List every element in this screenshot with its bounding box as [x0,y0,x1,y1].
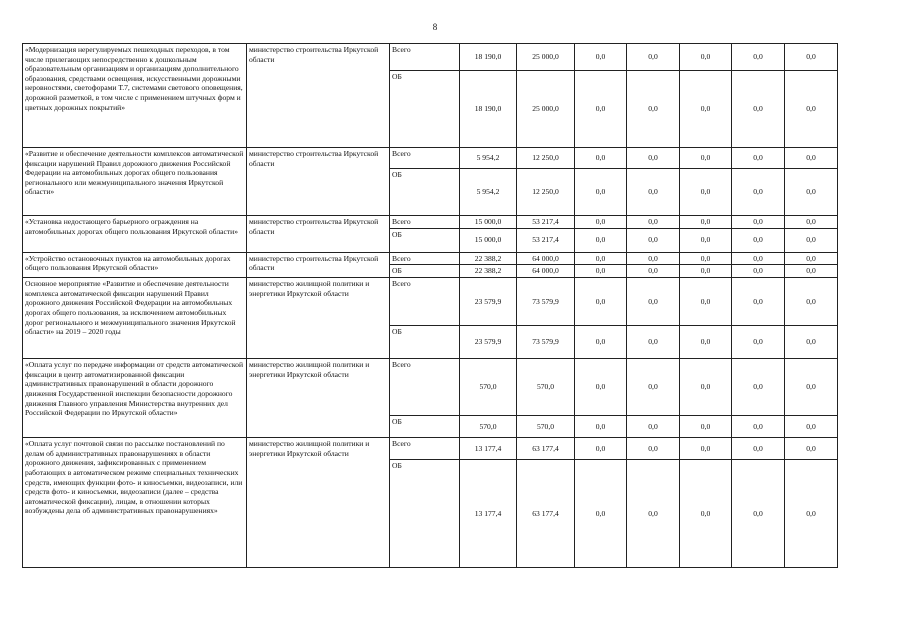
value-cell: 18 190,0 [460,71,517,148]
value-cell: 0,0 [785,265,838,278]
value-cell: 0,0 [627,460,680,568]
value-cell: 0,0 [785,460,838,568]
value-cell: 73 579,9 [517,326,575,359]
value-cell: 0,0 [785,71,838,148]
funding-source: Всего [390,278,460,326]
value-cell: 15 000,0 [460,228,517,252]
activity-description: «Оплата услуг почтовой связи по рассылке постановлений по делам об административных правонарушениях в области дорожного движения, зафиксированных с применением работающих в автоматическом режиме специальных технических средств, имеющих функции фото- и киносъемки, видеозаписи, или средств фото- и киносъемки, видеозаписи (далее – средства автоматической фиксации), лицам, в отношении которых возбуждены дела об административных правонарушениях» [23,438,247,568]
funding-source: Всего [390,359,460,416]
value-cell: 0,0 [785,169,838,216]
executor-cell: министерство строительства Иркутской области [247,148,390,216]
value-cell: 22 388,2 [460,265,517,278]
value-cell: 0,0 [732,326,785,359]
value-cell: 0,0 [575,71,627,148]
value-cell: 0,0 [575,265,627,278]
value-cell: 0,0 [785,216,838,229]
funding-source: ОБ [390,460,460,568]
executor-cell: министерство жилищной политики и энергетики Иркутской области [247,359,390,438]
value-cell: 0,0 [680,416,732,438]
executor-cell: министерство строительства Иркутской области [247,44,390,148]
value-cell: 0,0 [680,71,732,148]
value-cell: 0,0 [575,148,627,169]
value-cell: 0,0 [680,278,732,326]
activity-description: «Устройство остановочных пунктов на автомобильных дорогах общего пользования Иркутской области» [23,252,247,278]
value-cell: 12 250,0 [517,169,575,216]
value-cell: 0,0 [627,265,680,278]
value-cell: 570,0 [460,359,517,416]
value-cell: 0,0 [575,44,627,71]
value-cell: 0,0 [785,416,838,438]
value-cell: 0,0 [785,278,838,326]
funding-source: Всего [390,438,460,460]
value-cell: 64 000,0 [517,252,575,265]
value-cell: 0,0 [680,216,732,229]
value-cell: 0,0 [732,359,785,416]
funding-source: Всего [390,252,460,265]
funding-source: Всего [390,44,460,71]
table-row [23,216,838,229]
value-cell: 0,0 [627,169,680,216]
value-cell: 570,0 [517,416,575,438]
activity-description: «Установка недостающего барьерного ограждения на автомобильных дорогах общего пользования Иркутской области» [23,216,247,253]
value-cell: 0,0 [732,169,785,216]
value-cell: 0,0 [627,359,680,416]
value-cell: 0,0 [732,278,785,326]
executor-cell: министерство строительства Иркутской области [247,252,390,278]
value-cell: 0,0 [785,252,838,265]
value-cell: 0,0 [575,326,627,359]
value-cell: 23 579,9 [460,278,517,326]
value-cell: 0,0 [680,228,732,252]
executor-cell: министерство жилищной политики и энергетики Иркутской области [247,278,390,359]
value-cell: 0,0 [732,44,785,71]
budget-table [22,43,838,568]
value-cell: 0,0 [680,44,732,71]
value-cell: 5 954,2 [460,169,517,216]
funding-source: Всего [390,216,460,229]
activity-description: «Развитие и обеспечение деятельности комплексов автоматической фиксации нарушений Правил дорожного движения Российской Федерации на автомобильных дорогах общего пользования регионального или межмуниципального значения Иркутской области» [23,148,247,216]
funding-source: ОБ [390,169,460,216]
activity-description: «Оплата услуг по передаче информации от средств автоматической фиксации в центр автоматизированной фиксации административных правонарушений в области дорожного движения Государственной инспекции безопасности дорожного движения Главного управления Министерства внутренних дел Российской Федерации по Иркутской области» [23,359,247,438]
value-cell: 0,0 [575,228,627,252]
value-cell: 63 177,4 [517,438,575,460]
value-cell: 0,0 [732,216,785,229]
value-cell: 0,0 [575,252,627,265]
value-cell: 22 388,2 [460,252,517,265]
value-cell: 0,0 [785,438,838,460]
table-row [23,148,838,169]
value-cell: 12 250,0 [517,148,575,169]
value-cell: 73 579,9 [517,278,575,326]
value-cell: 0,0 [627,416,680,438]
executor-cell: министерство строительства Иркутской области [247,216,390,253]
value-cell: 0,0 [680,438,732,460]
value-cell: 5 954,2 [460,148,517,169]
funding-source: ОБ [390,228,460,252]
value-cell: 0,0 [732,438,785,460]
value-cell: 0,0 [627,326,680,359]
value-cell: 0,0 [627,71,680,148]
activity-description: Основное мероприятие «Развитие и обеспечение деятельности комплекса автоматической фиксации нарушений Правил дорожного движения Российской Федерации на автомобильных дорогах общего пользования, за исключением автомобильных дорог регионального и межмуниципального значения Иркутской области» на 2019 – 2020 годы [23,278,247,359]
page-number: 8 [432,22,438,32]
value-cell: 0,0 [627,148,680,169]
value-cell: 0,0 [732,460,785,568]
funding-source: ОБ [390,265,460,278]
value-cell: 0,0 [575,438,627,460]
value-cell: 0,0 [627,44,680,71]
value-cell: 570,0 [517,359,575,416]
value-cell: 0,0 [680,265,732,278]
value-cell: 53 217,4 [517,228,575,252]
activity-description: «Модернизация нерегулируемых пешеходных переходов, в том числе прилегающих непосредственно к дошкольным образовательным организациям и организациям дополнительного образования, средствами освещения, искусственными дорожными неровностями, светофорами Т.7, системами светового оповещения, дорожной разметкой, в том числе с применением штучных форм и цветных дорожных покрытий» [23,44,247,148]
value-cell: 0,0 [785,359,838,416]
value-cell: 53 217,4 [517,216,575,229]
funding-source: ОБ [390,416,460,438]
value-cell: 18 190,0 [460,44,517,71]
value-cell: 25 000,0 [517,71,575,148]
value-cell: 0,0 [732,416,785,438]
value-cell: 0,0 [575,169,627,216]
value-cell: 0,0 [575,359,627,416]
table-row [23,44,838,71]
executor-cell: министерство жилищной политики и энергетики Иркутской области [247,438,390,568]
value-cell: 0,0 [680,359,732,416]
value-cell: 0,0 [680,252,732,265]
funding-source: Всего [390,148,460,169]
table-body [23,44,838,568]
value-cell: 0,0 [732,71,785,148]
value-cell: 15 000,0 [460,216,517,229]
value-cell: 0,0 [680,169,732,216]
value-cell: 13 177,4 [460,438,517,460]
value-cell: 25 000,0 [517,44,575,71]
value-cell: 0,0 [732,252,785,265]
value-cell: 0,0 [732,265,785,278]
value-cell: 0,0 [785,326,838,359]
value-cell: 0,0 [627,252,680,265]
value-cell: 0,0 [627,278,680,326]
value-cell: 0,0 [732,228,785,252]
table-row [23,359,838,416]
value-cell: 0,0 [627,438,680,460]
value-cell: 0,0 [785,148,838,169]
value-cell: 13 177,4 [460,460,517,568]
value-cell: 0,0 [575,460,627,568]
table-row [23,252,838,265]
value-cell: 0,0 [732,148,785,169]
value-cell: 64 000,0 [517,265,575,278]
value-cell: 0,0 [680,460,732,568]
value-cell: 0,0 [785,44,838,71]
value-cell: 63 177,4 [517,460,575,568]
value-cell: 0,0 [680,326,732,359]
value-cell: 23 579,9 [460,326,517,359]
funding-source: ОБ [390,326,460,359]
value-cell: 0,0 [575,278,627,326]
value-cell: 0,0 [575,416,627,438]
value-cell: 0,0 [575,216,627,229]
value-cell: 0,0 [785,228,838,252]
table-row [23,278,838,326]
table-row [23,438,838,460]
value-cell: 570,0 [460,416,517,438]
value-cell: 0,0 [627,228,680,252]
value-cell: 0,0 [680,148,732,169]
funding-source: ОБ [390,71,460,148]
value-cell: 0,0 [627,216,680,229]
